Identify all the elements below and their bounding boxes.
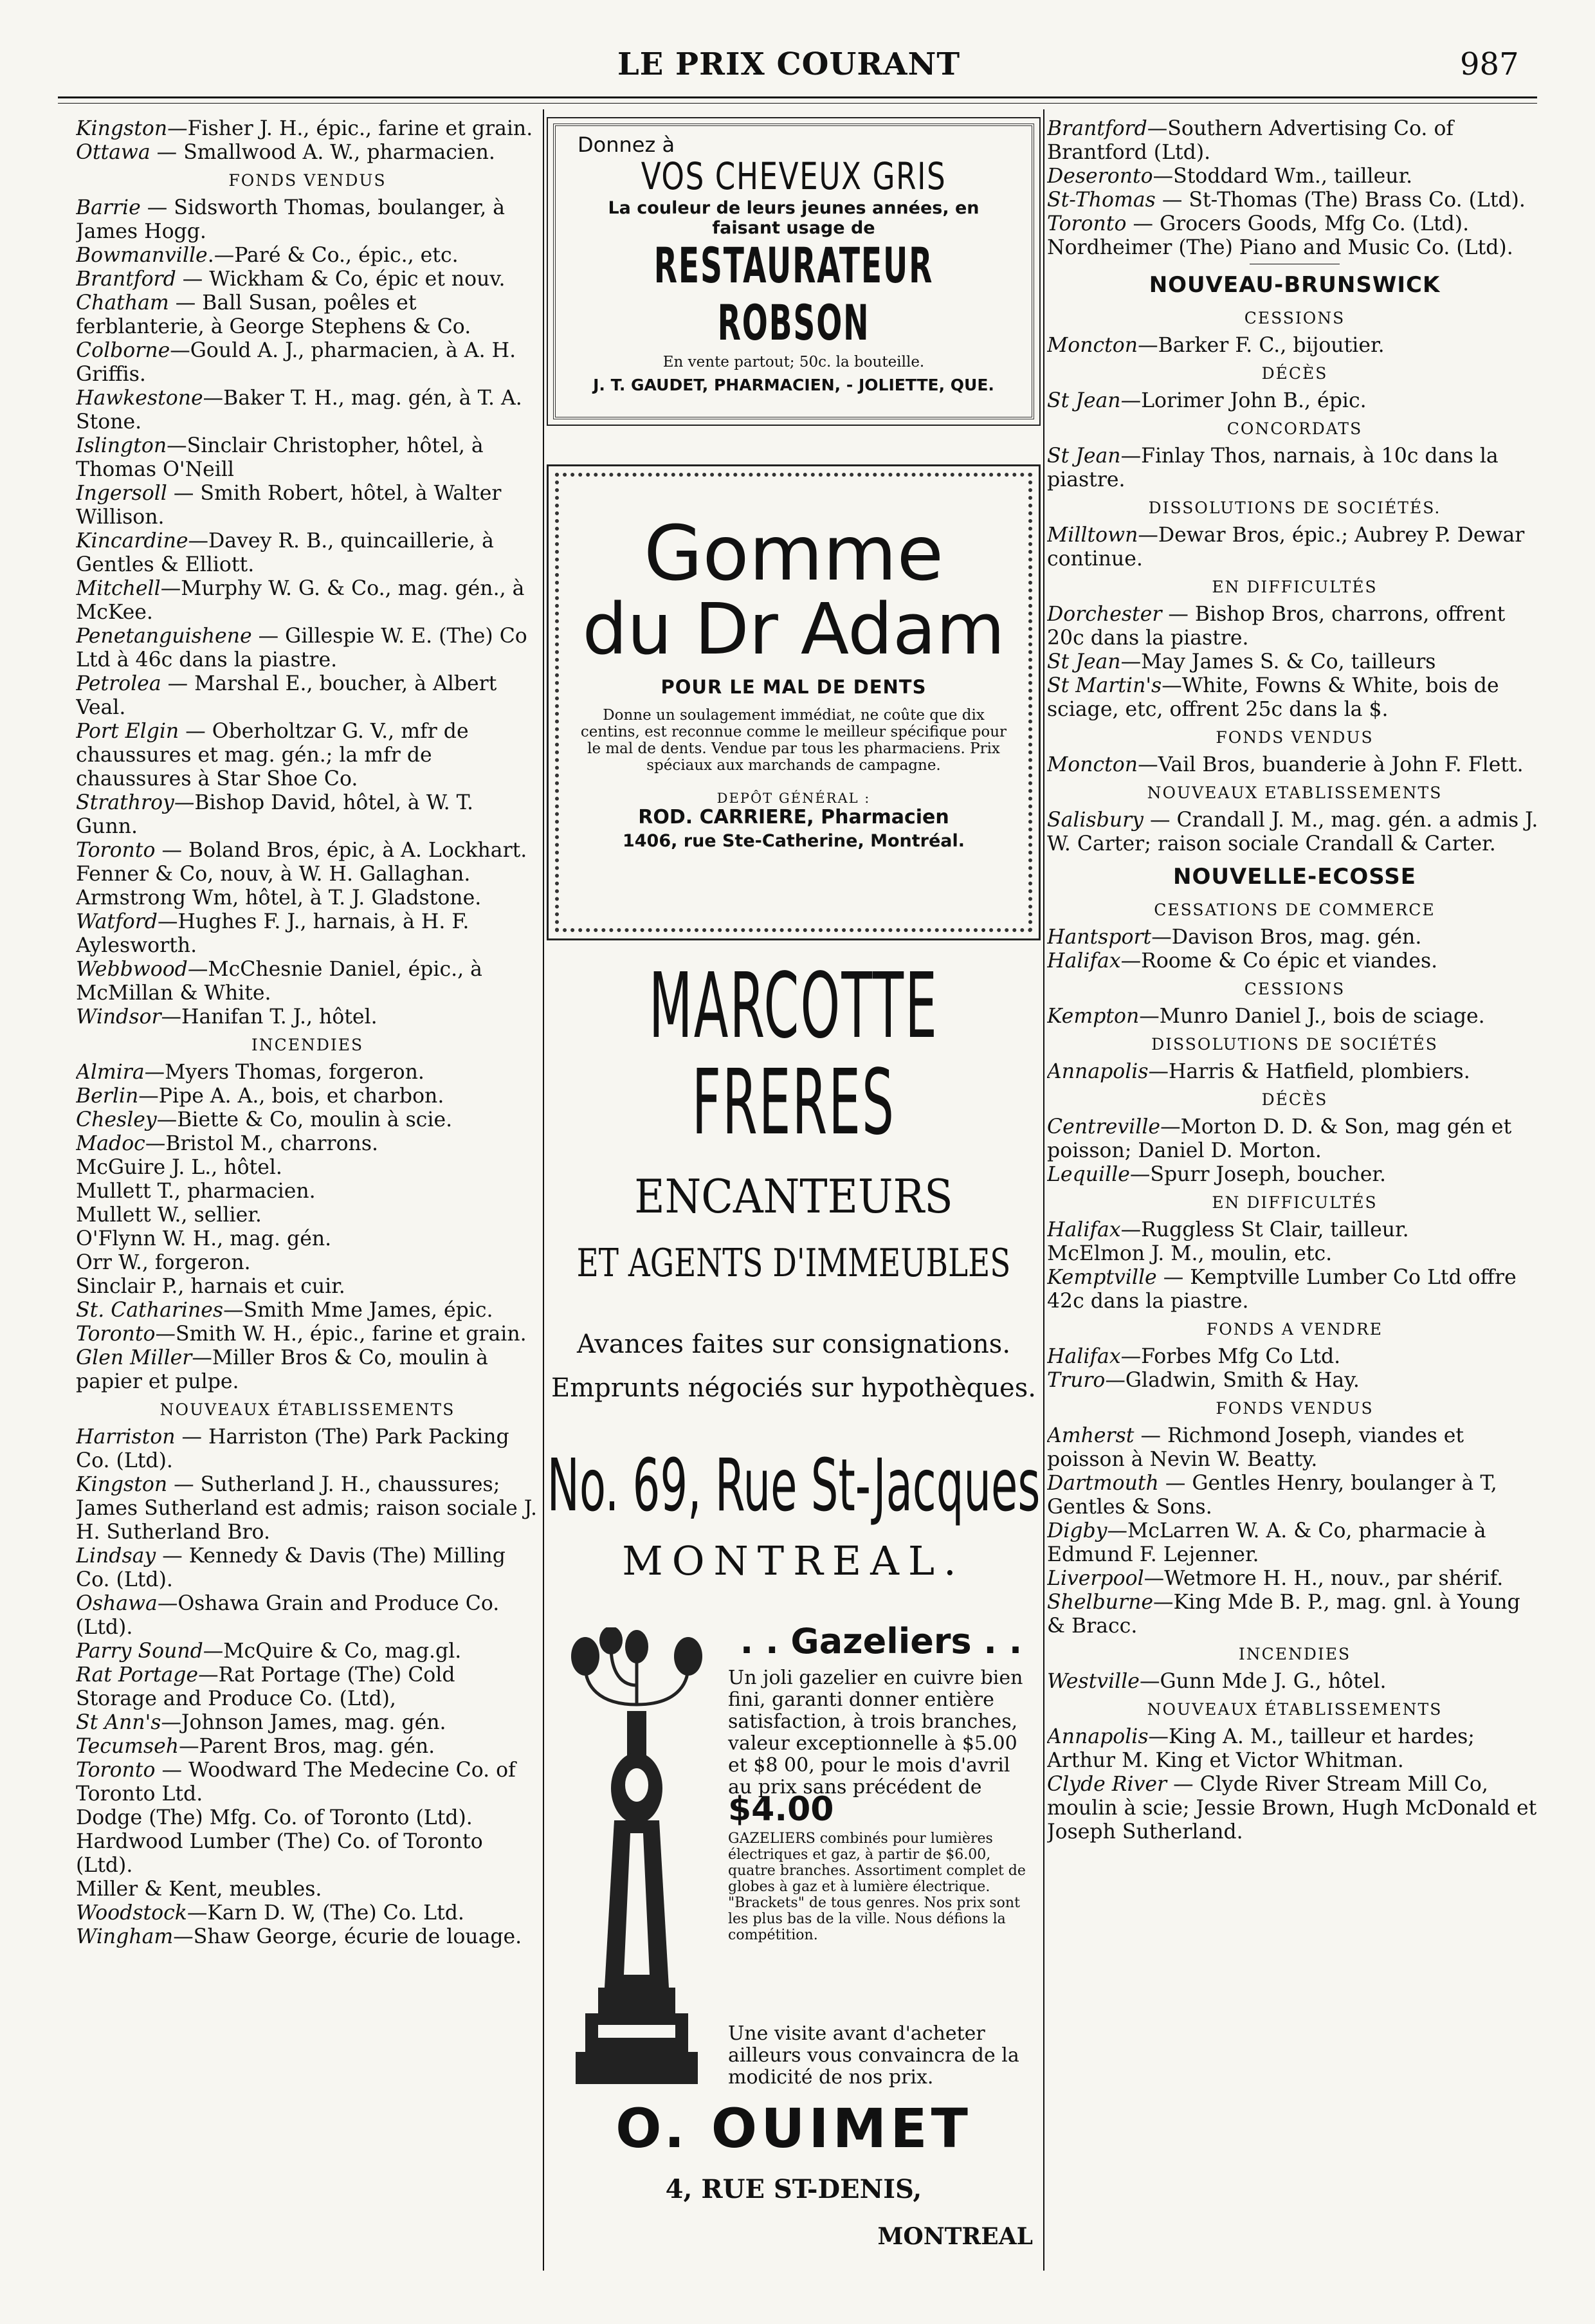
place-name: Annapolis: [1047, 1060, 1149, 1083]
section-heading: NOUVEAUX ÉTABLISSEMENTS: [1147, 1700, 1443, 1719]
listing-entry: [76, 1735, 539, 1759]
place-name: Dorchester: [1047, 603, 1162, 626]
place-name: Berlin: [76, 1084, 139, 1108]
place-name: Islington: [76, 434, 167, 457]
entry-text: —May James S. & Co, tailleurs: [1120, 650, 1436, 673]
listing-entry: [1047, 1424, 1542, 1472]
entry-text: —King Mde B. P., mag. gnl. à Young & Bracc.: [1047, 1591, 1520, 1638]
listing-entry: [76, 1425, 539, 1473]
ad-gazeliers-body3: Une visite avant d'acheter ailleurs vous convaincra de la modicité de nos prix.: [728, 2022, 1019, 2089]
entry-text: —Johnson James, mag. gén.: [161, 1711, 446, 1734]
entry-text: — Kemptville Lumber Co Ltd offre 42c dans la piastre.: [1047, 1266, 1517, 1313]
place-name: Bowmanville: [76, 244, 208, 267]
place-name: Kingston: [76, 117, 168, 140]
entry-text: —Miller Bros & Co, moulin à papier et pulpe.: [76, 1346, 488, 1393]
page-number: 987: [1460, 46, 1519, 82]
entry-text: —Dewar Bros, épic.; Aubrey P. Dewar continue.: [1047, 524, 1525, 571]
listing-entry: [76, 1925, 539, 1949]
listing-entry: [1047, 524, 1542, 571]
entry-text: Nordheimer (The) Piano and Music Co. (Ltd).: [1047, 236, 1513, 259]
entry-text: —Fisher J. H., épic., farine et grain.: [167, 117, 533, 140]
entry-text: — Bishop Bros, charrons, offrent 20c dans la piastre.: [1047, 603, 1506, 650]
ad-gomme-depot: DEPÔT GÉNÉRAL :: [716, 791, 871, 806]
ad-marcotte-body: Avances faites sur consignations. Emprunts négociés sur hypothèques.: [551, 1330, 1036, 1403]
listing-entry: [1047, 1670, 1542, 1694]
listing-entry: [76, 244, 539, 268]
listing-entry: [1047, 1345, 1542, 1369]
section-heading: EN DIFFICULTÉS: [1212, 1193, 1378, 1212]
place-name: Woodstock: [76, 1901, 187, 1925]
entry-text: —Lorimer John B., épic.: [1120, 389, 1367, 412]
section-heading: CONCORDATS: [1226, 419, 1363, 438]
listing-entry: [76, 1592, 539, 1640]
header-rule: [58, 96, 1537, 98]
entry-text: —Biette & Co, moulin à scie.: [156, 1108, 453, 1131]
ad-gomme-line2: du Dr Adam: [582, 588, 1005, 670]
entry-text: —Munro Daniel J., bois de sciage.: [1139, 1005, 1485, 1028]
listing-entry: [76, 1640, 539, 1663]
listing-entry: [76, 672, 539, 720]
entry-text: —Smith Mme James, épic.: [223, 1299, 493, 1322]
entry-text: — Gillespie W. E. (The) Co Ltd à 46c dans la piastre.: [76, 625, 527, 672]
listing-entry: [76, 1227, 539, 1251]
section-heading: NOUVEAUX ETABLISSEMENTS: [1147, 783, 1443, 802]
place-name: St Jean: [1047, 389, 1121, 412]
listing-entry: [76, 1275, 539, 1299]
place-name: Moncton: [1047, 334, 1138, 357]
place-name: Truro: [1047, 1369, 1106, 1392]
listing-entry: [76, 1203, 539, 1227]
section-heading: INCENDIES: [1238, 1645, 1351, 1663]
listing-entry: [1047, 1369, 1542, 1393]
listing-entry: [76, 1156, 539, 1180]
entry-text: — Harriston (The) Park Packing Co. (Ltd).: [76, 1425, 509, 1472]
section-heading: DISSOLUTIONS DE SOCIÉTÉS: [1151, 1035, 1438, 1054]
place-name: Hawkestone: [76, 387, 203, 410]
entry-text: — Crandall J. M., mag. gén. a admis J. W. Carter; raison sociale Crandall & Carter.: [1047, 809, 1538, 855]
listing-entry: [76, 1132, 539, 1156]
entry-text: Orr W., forgeron.: [76, 1251, 251, 1274]
entry-text: Dodge (The) Mfg. Co. of Toronto (Ltd).: [76, 1806, 473, 1829]
column-divider: [1043, 109, 1044, 2271]
listing-entry: [76, 1830, 539, 1878]
listing-entry: [1047, 674, 1542, 722]
listing-entry: [1047, 603, 1542, 650]
place-name: Penetanguishene: [76, 625, 252, 648]
place-name: Colborne: [76, 339, 170, 362]
ad-robson-headline: VOS CHEVEUX GRIS: [641, 154, 947, 198]
place-name: Centreville: [1047, 1115, 1161, 1139]
ad-robson-donnez: Donnez à: [578, 133, 675, 157]
listing-entry: [76, 1901, 539, 1925]
place-name: Harriston: [76, 1425, 176, 1449]
entry-text: —Gladwin, Smith & Hay.: [1105, 1369, 1360, 1392]
listing-entry: [1047, 165, 1542, 188]
listing-entry: [1047, 188, 1542, 212]
place-name: Barrie: [76, 196, 141, 219]
place-name: Halifax: [1047, 949, 1121, 973]
entry-text: — Clyde River Stream Mill Co, moulin à scie; Jessie Brown, Hugh McDonald et Joseph Sutherland.: [1047, 1773, 1537, 1844]
ad-robson-sale: En vente partout; 50c. la bouteille.: [662, 354, 925, 371]
listing-entry: [76, 1544, 539, 1592]
entry-text: —Pipe A. A., bois, et charbon.: [138, 1084, 444, 1108]
listing-entry: [76, 1084, 539, 1108]
entry-text: Mullett T., pharmacien.: [76, 1180, 316, 1203]
entry-text: O'Flynn W. H., mag. gén.: [76, 1227, 332, 1250]
ad-gazeliers-city: MONTREAL: [877, 2223, 1033, 2250]
listing-entry: [1047, 650, 1542, 674]
place-name: Dartmouth: [1047, 1472, 1159, 1495]
section-heading: INCENDIES: [251, 1036, 364, 1054]
place-name: Chesley: [76, 1108, 157, 1131]
ad-robson-maker: J. T. GAUDET, PHARMACIEN, - JOLIETTE, QUE.: [593, 376, 994, 394]
ad-gomme-subtitle: POUR LE MAL DE DENTS: [661, 676, 927, 698]
entry-text: —Roome & Co épic et viandes.: [1120, 949, 1438, 973]
entry-text: — Smallwood A. W., pharmacien.: [150, 141, 495, 164]
ad-marcotte-name: MARCOTTE FRERES: [648, 954, 939, 1155]
entry-text: — Oberholtzar G. V., mfr de chaussures et mag. gén.; la mfr de chaussures à Star Shoe Co.: [76, 720, 469, 791]
place-name: St. Catharines: [76, 1299, 224, 1322]
listing-entry: [76, 1711, 539, 1735]
entry-text: — Richmond Joseph, viandes et poisson à Nevin W. Beatty.: [1047, 1424, 1464, 1471]
entry-text: — Woodward The Medecine Co. of Toronto Ltd.: [76, 1759, 516, 1806]
listing-entry: [1047, 1060, 1542, 1084]
place-name: St Ann's: [76, 1711, 161, 1734]
listing-entry: [76, 268, 539, 291]
section-heading: FONDS VENDUS: [1216, 1399, 1374, 1418]
ad-robson-line: La couleur de leurs jeunes années, en faisant usage de: [608, 198, 980, 238]
entry-text: — Kennedy & Davis (The) Milling Co. (Ltd).: [76, 1544, 506, 1591]
place-name: Kempton: [1047, 1005, 1140, 1028]
place-name: Webbwood: [76, 958, 188, 981]
ad-gazeliers-street: 4, RUE ST-DENIS,: [665, 2174, 922, 2204]
entry-text: Fenner & Co, nouv, à W. H. Gallaghan.: [76, 863, 471, 886]
place-name: Oshawa: [76, 1592, 158, 1615]
entry-text: —Barker F. C., bijoutier.: [1138, 334, 1385, 357]
running-header: [0, 46, 1595, 91]
header-rule-thin: [58, 103, 1537, 104]
listing-entry: [76, 1251, 539, 1275]
journal-title: LE PRIX COURANT: [617, 46, 961, 82]
entry-text: —Gunn Mde J. G., hôtel.: [1139, 1670, 1387, 1693]
place-name: Ingersoll: [76, 482, 167, 505]
place-name: Port Elgin: [76, 720, 179, 743]
ad-robson-brand: RESTAURATEUR ROBSON: [653, 237, 934, 351]
listing-entry: [1047, 444, 1542, 492]
place-name: Ottawa: [76, 141, 150, 164]
listing-entry: [76, 1299, 539, 1322]
entry-text: —Spurr Joseph, boucher.: [1129, 1163, 1387, 1186]
province-heading: NOUVEAU-BRUNSWICK: [1149, 272, 1441, 298]
place-name: Wingham: [76, 1925, 174, 1948]
place-name: Tecumseh: [76, 1735, 179, 1758]
ad-gomme-pharmacist: ROD. CARRIERE, Pharmacien: [638, 806, 949, 828]
place-name: Kemptville: [1047, 1266, 1157, 1289]
entry-text: Mullett W., sellier.: [76, 1203, 262, 1227]
place-name: Chatham: [76, 291, 169, 315]
listing-entry: [76, 625, 539, 672]
place-name: Liverpool: [1047, 1567, 1144, 1590]
place-name: Rat Portage: [76, 1663, 199, 1687]
place-name: Salisbury: [1047, 809, 1144, 832]
entry-text: —Sinclair Christopher, hôtel, à Thomas O'Neill: [76, 434, 484, 481]
place-name: Brantford: [76, 268, 176, 291]
listing-entry: [1047, 1567, 1542, 1591]
place-name: Lequille: [1047, 1163, 1130, 1186]
place-name: Westville: [1047, 1670, 1140, 1693]
listing-entry: [76, 1346, 539, 1394]
entry-text: —Baker T. H., mag. gén, à T. A. Stone.: [76, 387, 522, 434]
entry-text: —Forbes Mfg Co Ltd.: [1120, 1345, 1341, 1368]
entry-text: —Southern Advertising Co. of Brantford (Ltd).: [1047, 117, 1454, 164]
place-name: Strathroy: [76, 791, 174, 814]
listing-entry: [1047, 1163, 1542, 1187]
ad-marcotte-freres: [547, 954, 1041, 1615]
entry-text: —Finlay Thos, narnais, à 10c dans la piastre.: [1047, 444, 1499, 491]
section-heading: NOUVEAUX ÉTABLISSEMENTS: [160, 1400, 455, 1419]
entry-text: —McChesnie Daniel, épic., à McMillan & White.: [76, 958, 482, 1005]
entry-text: — Smith Robert, hôtel, à Walter Willison.: [76, 482, 502, 529]
listing-entry: [76, 291, 539, 339]
entry-text: — Boland Bros, épic, à A. Lockhart.: [155, 839, 527, 862]
section-heading: DÉCÈS: [1261, 1090, 1328, 1109]
place-name: Lindsay: [76, 1544, 156, 1568]
listing-entry: [76, 482, 539, 529]
entry-text: — Sidsworth Thomas, boulanger, à James Hogg.: [76, 196, 506, 243]
place-name: St Martin's: [1047, 674, 1162, 697]
listing-entry: [1047, 1591, 1542, 1638]
entry-text: — Grocers Goods, Mfg Co. (Ltd).: [1126, 212, 1470, 235]
listing-entry: [76, 577, 539, 625]
place-name: Toronto: [76, 1322, 156, 1346]
listing-entry: [76, 117, 539, 141]
entry-text: — Sutherland J. H., chaussures; James Sutherland est admis; raison sociale J. H. Sutherland Bro.: [76, 1473, 537, 1544]
listing-entry: [76, 1322, 539, 1346]
place-name: St-Thomas: [1047, 188, 1156, 212]
entry-text: Armstrong Wm, hôtel, à T. J. Gladstone.: [76, 886, 482, 910]
listing-entry: [76, 910, 539, 958]
section-heading: FONDS VENDUS: [228, 171, 387, 190]
listing-entry: [76, 1180, 539, 1203]
column-divider: [543, 109, 544, 2271]
listing-entry: [76, 958, 539, 1005]
listing-entry: [1047, 1519, 1542, 1567]
listing-entry: [76, 529, 539, 577]
entry-text: —Murphy W. G. & Co., mag. gén., à McKee.: [76, 577, 525, 624]
place-name: Hantsport: [1047, 926, 1152, 949]
listing-entry: [76, 791, 539, 839]
entry-text: —Vail Bros, buanderie à John F. Flett.: [1138, 753, 1524, 776]
entry-text: —White, Fowns & White, bois de sciage, etc, offrent 25c dans la $.: [1047, 674, 1499, 721]
entry-text: —Parent Bros, mag. gén.: [179, 1735, 435, 1758]
place-name: Windsor: [76, 1005, 161, 1029]
place-name: Kincardine: [76, 529, 188, 553]
section-heading: DÉCÈS: [1261, 364, 1328, 383]
listing-entry: [1047, 1005, 1542, 1029]
listing-entry: [76, 1108, 539, 1132]
place-name: Glen Miller: [76, 1346, 192, 1369]
section-heading: CESSATIONS DE COMMERCE: [1154, 901, 1436, 919]
entry-text: —King A. M., tailleur et hardes; Arthur M. King et Victor Whitman.: [1047, 1725, 1475, 1772]
listing-entry: [76, 387, 539, 434]
entry-text: .—Paré & Co., épic., etc.: [207, 244, 459, 267]
listing-entry: [76, 1759, 539, 1806]
entry-text: —Wetmore H. H., nouv., par shérif.: [1144, 1567, 1504, 1590]
section-heading: DISSOLUTIONS DE SOCIÉTÉS.: [1148, 499, 1441, 517]
ad-gazeliers-merchant: O. OUIMET: [615, 2097, 972, 2160]
entry-text: —Rat Portage (The) Cold Storage and Produce Co. (Ltd),: [76, 1663, 455, 1710]
ad-marcotte-encanteurs: ENCANTEURS: [634, 1169, 953, 1223]
ad-gazeliers-title: . . Gazeliers . .: [740, 1621, 1023, 1661]
place-name: St Jean: [1047, 444, 1121, 468]
listing-entry: [76, 141, 539, 165]
entry-text: —Bishop David, hôtel, à W. T. Gunn.: [76, 791, 473, 838]
place-name: Toronto: [1047, 212, 1127, 235]
place-name: St Jean: [1047, 650, 1121, 673]
entry-text: — Wickham & Co, épic et nouv.: [176, 268, 506, 291]
entry-text: — Marshal E., boucher, à Albert Veal.: [76, 672, 497, 719]
place-name: Parry Sound: [76, 1640, 203, 1663]
ad-gazeliers-body1: Un joli gazelier en cuivre bien fini, garanti donner entière satisfaction, à trois branches, valeur exceptionnelle à $5.00 et $8 00, pour le mois d'avril au prix sans précédent de: [728, 1667, 1023, 1798]
entry-text: —Oshawa Grain and Produce Co. (Ltd).: [76, 1592, 500, 1639]
entry-text: Hardwood Lumber (The) Co. of Toronto (Ltd).: [76, 1830, 483, 1877]
place-name: Moncton: [1047, 753, 1138, 776]
listing-entry: [1047, 1725, 1542, 1773]
listing-entry: [1047, 236, 1542, 260]
place-name: Mitchell: [76, 577, 161, 600]
ad-gazeliers-body2: GAZELIERS combinés pour lumières électriques et gaz, à partir de $6.00, quatre branches. Assortiment complet de globes à gaz et à lumière électrique. "Brackets" de tous genres. Nos prix sont les plus bas de la ville. Nous défions la compétition.: [728, 1831, 1026, 1943]
entry-text: —Karn D. W, (The) Co. Ltd.: [187, 1901, 464, 1925]
section-heading: CESSIONS: [1244, 980, 1345, 998]
listing-entry: [1047, 1218, 1542, 1242]
listing-entry: [76, 863, 539, 886]
listing-entry: [76, 839, 539, 863]
right-column: [1047, 117, 1542, 2304]
entry-text: —McLarren W. A. & Co, pharmacie à Edmund F. Lejenner.: [1047, 1519, 1486, 1566]
listing-entry: [1047, 753, 1542, 777]
listing-entry: [1047, 1472, 1542, 1519]
ad-marcotte-address: No. 69, Rue St-Jacques: [547, 1444, 1041, 1528]
ad-restaurateur-robson: [547, 117, 1041, 426]
listing-entry: [1047, 1266, 1542, 1313]
ad-gomme-line1: Gomme: [643, 509, 944, 598]
listing-entry: [1047, 809, 1542, 856]
listing-entry: [1047, 926, 1542, 949]
ad-gazeliers-body: [728, 1667, 1037, 1943]
listing-entry: [1047, 212, 1542, 236]
ad-gomme-dr-adam: [547, 464, 1041, 940]
listing-entry: [76, 434, 539, 482]
entry-text: Miller & Kent, meubles.: [76, 1878, 322, 1901]
entry-text: —Davey R. B., quincaillerie, à Gentles & Elliott.: [76, 529, 494, 576]
listing-entry: [1047, 1115, 1542, 1163]
place-name: Petrolea: [76, 672, 161, 695]
place-name: Brantford: [1047, 117, 1147, 140]
place-name: Madoc: [76, 1132, 145, 1155]
listing-entry: [1047, 389, 1542, 413]
listing-entry: [76, 196, 539, 244]
listing-entry: [76, 886, 539, 910]
place-name: Deseronto: [1047, 165, 1153, 188]
listing-entry: [76, 1878, 539, 1901]
entry-text: —McQuire & Co, mag.gl.: [203, 1640, 462, 1663]
place-name: Clyde River: [1047, 1773, 1167, 1796]
listing-entry: [1047, 117, 1542, 165]
listing-entry: [76, 339, 539, 387]
place-name: Kingston: [76, 1473, 168, 1496]
listing-entry: [1047, 1242, 1542, 1266]
gas-chandelier-icon: [560, 1627, 714, 2116]
entry-text: —Bristol M., charrons.: [145, 1132, 379, 1155]
entry-text: —Morton D. D. & Son, mag gén et poisson; Daniel D. Morton.: [1047, 1115, 1512, 1162]
section-heading: FONDS A VENDRE: [1206, 1320, 1383, 1339]
section-heading: FONDS VENDUS: [1216, 728, 1374, 747]
province-heading: NOUVELLE-ECOSSE: [1173, 864, 1416, 890]
listing-entry: [1047, 949, 1542, 973]
place-name: Toronto: [76, 839, 156, 862]
place-name: Digby: [1047, 1519, 1107, 1542]
entry-text: —Hanifan T. J., hôtel.: [161, 1005, 378, 1029]
ad-marcotte-agents: ET AGENTS D'IMMEUBLES: [576, 1241, 1011, 1286]
listing-entry: [1047, 334, 1542, 358]
place-name: Halifax: [1047, 1345, 1121, 1368]
entry-text: —Hughes F. J., harnais, à H. F. Aylesworth.: [76, 910, 469, 957]
entry-text: — Ball Susan, poêles et ferblanterie, à George Stephens & Co.: [76, 291, 471, 338]
section-heading: CESSIONS: [1244, 309, 1345, 327]
entry-text: — Gentles Henry, boulanger à T, Gentles & Sons.: [1047, 1472, 1497, 1519]
ad-gomme-address: 1406, rue Ste-Catherine, Montréal.: [622, 831, 965, 851]
left-column: [76, 117, 539, 2304]
place-name: Watford: [76, 910, 158, 933]
ad-gazeliers-price: $4.00: [728, 1790, 834, 1829]
entry-text: —Myers Thomas, forgeron.: [144, 1061, 424, 1084]
listing-entry: [1047, 1773, 1542, 1844]
ad-gomme-body: Donne un soulagement immédiat, ne coûte que dix centins, est reconnue comme le meilleur spécifique pour le mal de dents. Vendue par tous les pharmaciens. Prix spéciaux aux marchands de campagne.: [580, 707, 1007, 774]
place-name: Almira: [76, 1061, 145, 1084]
entry-text: McElmon J. M., moulin, etc.: [1047, 1242, 1333, 1265]
place-name: Annapolis: [1047, 1725, 1149, 1748]
place-name: Milltown: [1047, 524, 1138, 547]
entry-text: — St-Thomas (The) Brass Co. (Ltd).: [1155, 188, 1526, 212]
entry-text: Sinclair P., harnais et cuir.: [76, 1275, 345, 1298]
listing-entry: [76, 1663, 539, 1711]
entry-text: —Gould A. J., pharmacien, à A. H. Griffis.: [76, 339, 516, 386]
place-name: Shelburne: [1047, 1591, 1154, 1614]
entry-text: McGuire J. L., hôtel.: [76, 1156, 282, 1179]
listing-entry: [76, 1061, 539, 1084]
listing-entry: [76, 1005, 539, 1029]
listing-entry: [76, 720, 539, 791]
entry-text: —Davison Bros, mag. gén.: [1151, 926, 1422, 949]
place-name: Toronto: [76, 1759, 156, 1782]
entry-text: —Ruggless St Clair, tailleur.: [1120, 1218, 1409, 1241]
entry-text: —Harris & Hatfield, plombiers.: [1148, 1060, 1470, 1083]
ad-gazeliers: [547, 1621, 1041, 2316]
entry-text: —Stoddard Wm., tailleur.: [1153, 165, 1413, 188]
place-name: Amherst: [1047, 1424, 1135, 1447]
place-name: Halifax: [1047, 1218, 1121, 1241]
section-heading: EN DIFFICULTÉS: [1212, 578, 1378, 596]
entry-text: —Smith W. H., épic., farine et grain.: [155, 1322, 527, 1346]
listing-entry: [76, 1806, 539, 1830]
listing-entry: [76, 1473, 539, 1544]
entry-text: —Shaw George, écurie de louage.: [173, 1925, 522, 1948]
ad-marcotte-city: MONTREAL.: [622, 1537, 965, 1584]
